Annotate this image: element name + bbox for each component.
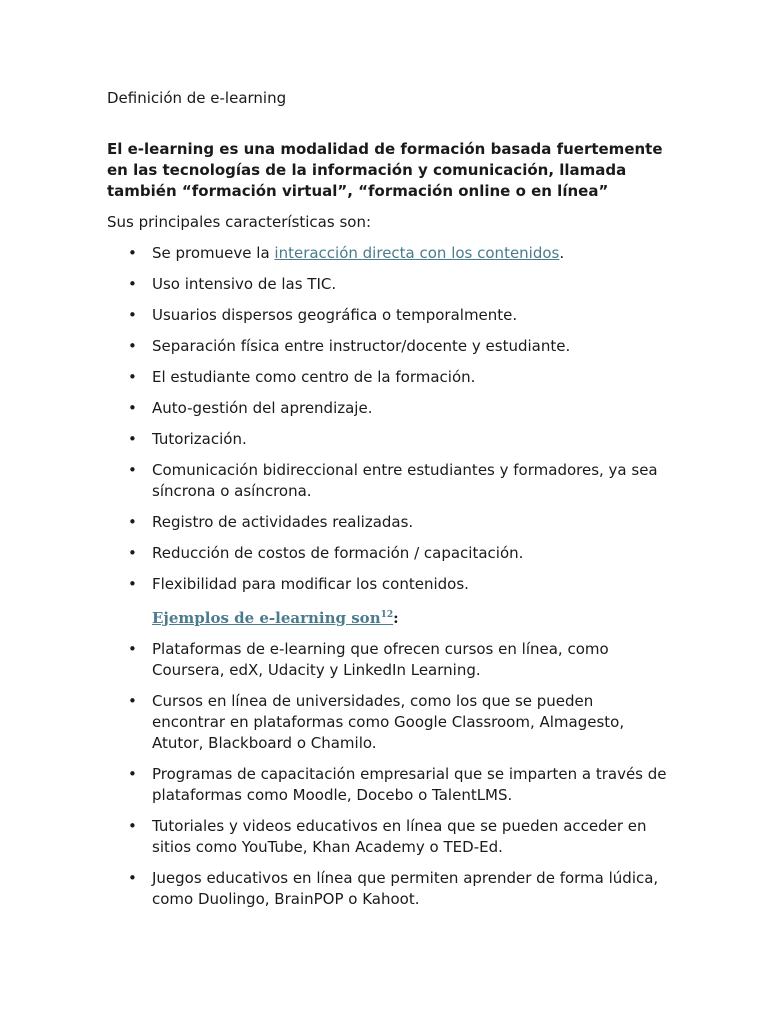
list-item-text: Reducción de costos de formación / capacitación. <box>152 544 524 562</box>
list-item <box>107 816 667 858</box>
bullet-icon: • <box>128 869 137 887</box>
bullet-icon: • <box>128 244 137 262</box>
list-item <box>107 367 667 388</box>
bullet-icon: • <box>128 430 137 448</box>
bullet-icon: • <box>128 692 137 710</box>
document-title: Definición de e-learning <box>107 89 287 107</box>
list-item-text: Juegos educativos en línea que permiten aprender de forma lúdica, como Duolingo, BrainPOP o Kahoot. <box>152 869 659 908</box>
list-item <box>107 398 667 419</box>
bullet-icon: • <box>128 337 137 355</box>
list-item <box>107 543 667 564</box>
list-item <box>107 305 667 326</box>
list-item-text: El estudiante como centro de la formación. <box>152 368 476 386</box>
list-item-text: Tutorización. <box>152 430 247 448</box>
bullet-icon: • <box>128 306 137 324</box>
list-item-suffix: . <box>559 244 565 262</box>
intro-paragraph: El e-learning es una modalidad de formación basada fuertemente en las tecnologías de la información y comunicación, llamada también “formación virtual”, “formación online o en línea” <box>107 140 663 200</box>
bullet-icon: • <box>128 817 137 835</box>
examples-heading-colon: : <box>393 609 399 627</box>
bullet-icon: • <box>128 544 137 562</box>
list-item <box>107 691 667 754</box>
bullet-icon: • <box>128 368 137 386</box>
list-item-text: Tutoriales y videos educativos en línea que se pueden acceder en sitios como YouTube, Khan Academy o TED-Ed. <box>152 817 647 856</box>
footnote-marker: 12 <box>380 610 394 620</box>
list-item-text: Usuarios dispersos geográfica o temporalmente. <box>152 306 518 324</box>
bullet-icon: • <box>128 575 137 593</box>
bullet-icon: • <box>128 399 137 417</box>
examples-heading <box>152 605 667 629</box>
list-item-text: Programas de capacitación empresarial que se imparten a través de plataformas como Moodle, Docebo o TalentLMS. <box>152 765 667 804</box>
bullet-icon: • <box>128 640 137 658</box>
list-item-text: Comunicación bidireccional entre estudiantes y formadores, ya sea síncrona o asíncrona. <box>152 461 658 500</box>
bullet-icon: • <box>128 765 137 783</box>
list-item-text: Registro de actividades realizadas. <box>152 513 414 531</box>
list-item <box>107 868 667 910</box>
list-item-text: Flexibilidad para modificar los contenidos. <box>152 575 469 593</box>
list-item <box>107 336 667 357</box>
list-item <box>107 243 667 264</box>
list-item-text: Plataformas de e-learning que ofrecen cursos en línea, como Coursera, edX, Udacity y LinkedIn Learning. <box>152 640 609 679</box>
list-item-text: Cursos en línea de universidades, como los que se pueden encontrar en plataformas como Google Classroom, Almagesto, Atutor, Blackboard o Chamilo. <box>152 692 625 752</box>
bullet-icon: • <box>128 513 137 531</box>
list-item-text: Uso intensivo de las TIC. <box>152 275 337 293</box>
list-item <box>107 274 667 295</box>
list-item <box>107 512 667 533</box>
examples-list <box>107 639 667 910</box>
list-item-text: Auto-gestión del aprendizaje. <box>152 399 373 417</box>
characteristics-lead: Sus principales características son: <box>107 213 372 231</box>
examples-heading-link[interactable] <box>152 609 393 627</box>
list-item <box>107 639 667 681</box>
list-item <box>107 764 667 806</box>
interaccion-link[interactable]: interacción directa con los contenidos <box>274 244 560 262</box>
examples-heading-text: Ejemplos de e-learning son <box>152 609 381 627</box>
characteristics-list <box>107 243 667 595</box>
list-item-text: Separación física entre instructor/docente y estudiante. <box>152 337 571 355</box>
list-item <box>107 460 667 502</box>
list-item <box>107 574 667 595</box>
list-item-text: Se promueve la <box>152 244 275 262</box>
bullet-icon: • <box>128 461 137 479</box>
bullet-icon: • <box>128 275 137 293</box>
list-item <box>107 429 667 450</box>
document-page <box>107 88 667 910</box>
